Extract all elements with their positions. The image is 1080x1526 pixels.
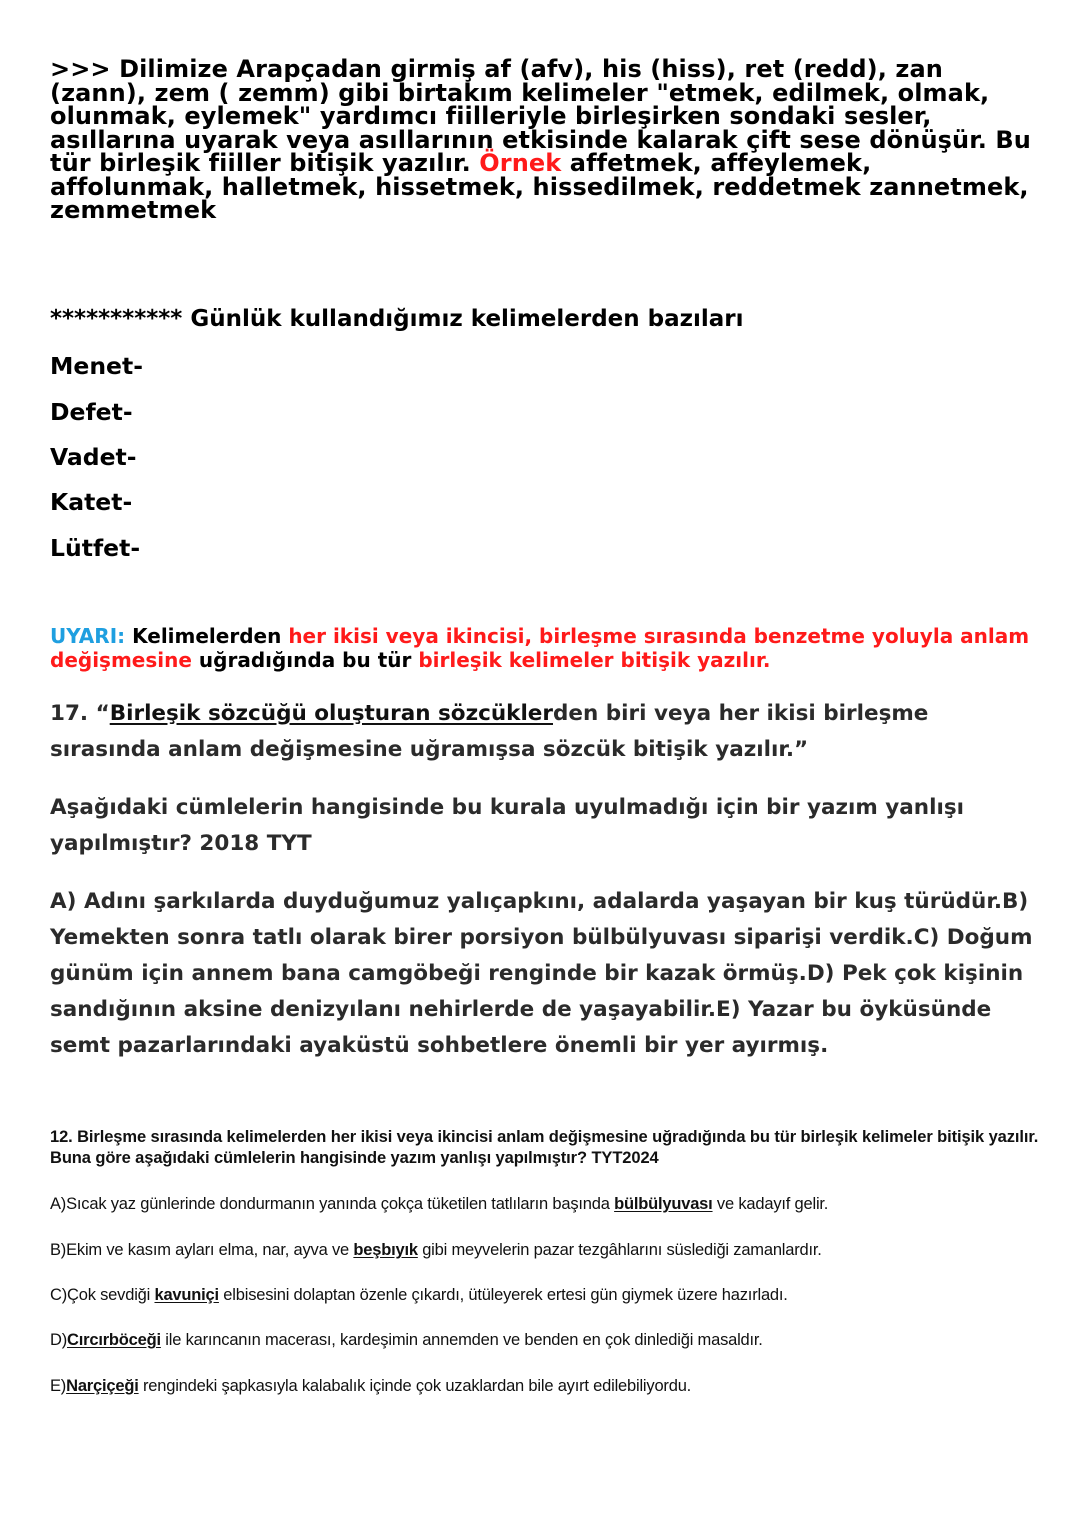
daily-words-heading: *********** Günlük kullandığımız kelimelerden bazıları [50,306,744,332]
answer-option-a: A)Sıcak yaz günlerinde dondurmanın yanında çokça tüketilen tatlıların başında bülbülyuvası ve kadayıf gelir. [50,1195,829,1213]
target-word: kavuniçi [154,1286,219,1304]
daily-word: Katet- [50,488,133,516]
daily-word: Menet- [50,352,143,380]
answer-option-e: E)Narçiçeği rengindeki şapkasıyla kalabalık içinde çok uzaklardan bile ayırt edilebiliyordu. [50,1377,692,1395]
question-12 [50,1127,1040,1395]
question-17-options: A) Adını şarkılarda duyduğumuz yalıçapkını, adalarda yaşayan bir kuş türüdür.B) Yemekten sonra tatlı olarak birer porsiyon bülbülyuvası siparişi verdik.C) Doğum günüm için annem bana camgöbeği renginde bir kazak örmüş.D) Pek çok kişinin sandığının aksine denizyılanı nehirlerde de yaşayabilir.E) Yazar bu öyküsünde semt pazarlarındaki ayaküstü sohbetlere önemli bir yer ayırmış. [50,889,1033,1058]
underlined-phrase: Birleşik sözcüğü oluşturan sözcükler [109,701,553,726]
question-number: 17. “ [50,701,110,726]
intro-text: >>> Dilimize Arapçadan girmiş af (afv), his (hiss), ret (redd), zan (zann), zem ( zemm) gibi birtakım kelimeler "etmek, edilmek, olmak, olunmak, eylemek" yardımcı fiilleriyle birleşirken sondaki sesler, asıllarına uyarak veya asıllarının etkisinde kalarak çift sese dönüşür. Bu tür birleşik fiiller bitişik yazılır. [50,55,1031,177]
daily-word: Defet- [50,398,133,426]
warning-note [50,624,1040,672]
warning-label: UYARI: [50,624,126,648]
warning-text: uğradığında bu tür [198,648,412,672]
target-word: beşbıyık [353,1241,418,1259]
question-17-prompt: Aşağıdaki cümlelerin hangisinde bu kurala uyulmadığı için bir yazım yanlışı yapılmıştır? 2018 TYT [50,795,965,856]
answer-option-b: B)Ekim ve kasım ayları elma, nar, ayva ve beşbıyık gibi meyvelerin pazar tezgâhlarını süslediği zamanlardır. [50,1241,822,1259]
target-word: Cırcırböceği [67,1331,161,1349]
target-word: bülbülyuvası [614,1195,713,1213]
intro-paragraph [50,55,1040,224]
daily-word: Vadet- [50,443,137,471]
question-17-rule-text: den biri veya her ikisi birleşme sırasında anlam değişmesine uğramışsa sözcük bitişik yazılır.” [50,701,929,762]
warning-text: Kelimelerden [132,624,282,648]
question-17 [50,696,1040,1064]
warning-highlight: birleşik kelimeler bitişik yazılır. [418,648,771,672]
intro-examples: affetmek, affeylemek, affolunmak, halletmek, hissetmek, hissedilmek, reddetmek zannetmek, zemmetmek [50,149,1029,224]
ornek-label: Örnek [479,149,562,177]
question-17-rule [50,696,1040,768]
target-word: Narçiçeği [66,1377,139,1395]
question-12-stem: 12. Birleşme sırasında kelimelerden her ikisi veya ikincisi anlam değişmesine uğradığında bu tür birleşik kelimeler bitişik yazılır. Buna göre aşağıdaki cümlelerin hangisinde yazım yanlışı yapılmıştır? TYT2024 [50,1128,1039,1167]
answer-option-d: D)Cırcırböceği ile karıncanın macerası, kardeşimin annemden ve benden en çok dinlediği masaldır. [50,1331,763,1349]
warning-highlight: her ikisi veya ikincisi, birleşme sırasında benzetme yoluyla anlam değişmesine [50,624,1030,672]
answer-option-c: C)Çok sevdiği kavuniçi elbisesini dolaptan özenle çıkardı, ütüleyerek ertesi gün giymek üzere hazırladı. [50,1286,788,1304]
daily-word: Lütfet- [50,534,141,562]
